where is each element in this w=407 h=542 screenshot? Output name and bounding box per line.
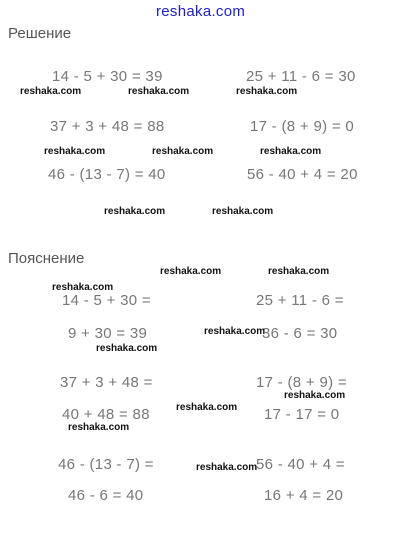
solution-equation: 37 + 3 + 48 = 88 (50, 118, 165, 135)
watermark: reshaka.com (204, 326, 266, 337)
site-header-link[interactable]: reshaka.com (156, 3, 246, 20)
solution-equation: 17 - (8 + 9) = 0 (250, 118, 355, 135)
explanation-step: 46 - (13 - 7) = (58, 456, 154, 473)
explanation-step: 46 - 6 = 40 (68, 487, 144, 504)
watermark: reshaka.com (128, 86, 190, 97)
watermark: reshaka.com (176, 402, 238, 413)
watermark: reshaka.com (20, 86, 82, 97)
watermark: reshaka.com (284, 390, 346, 401)
explanation-heading: Пояснение (8, 250, 85, 267)
explanation-step: 40 + 48 = 88 (62, 406, 150, 423)
explanation-step: 17 - 17 = 0 (264, 406, 340, 423)
explanation-step: 17 - (8 + 9) = (256, 374, 347, 391)
solution-heading: Решение (8, 25, 72, 42)
watermark: reshaka.com (152, 146, 214, 157)
explanation-step: 25 + 11 - 6 = (256, 292, 344, 309)
watermark: reshaka.com (196, 462, 258, 473)
watermark: reshaka.com (44, 146, 106, 157)
explanation-step: 14 - 5 + 30 = (62, 292, 151, 309)
watermark: reshaka.com (52, 282, 114, 293)
solution-equation: 25 + 11 - 6 = 30 (246, 68, 356, 85)
explanation-step: 16 + 4 = 20 (264, 487, 344, 504)
watermark: reshaka.com (268, 266, 330, 277)
explanation-step: 36 - 6 = 30 (262, 325, 338, 342)
watermark: reshaka.com (96, 343, 158, 354)
explanation-step: 9 + 30 = 39 (68, 325, 148, 342)
explanation-step: 37 + 3 + 48 = (60, 374, 153, 391)
watermark: reshaka.com (68, 422, 130, 433)
solution-equation: 56 - 40 + 4 = 20 (247, 166, 358, 183)
watermark: reshaka.com (160, 266, 222, 277)
watermark: reshaka.com (212, 206, 274, 217)
solution-equation: 14 - 5 + 30 = 39 (52, 68, 163, 85)
explanation-step: 56 - 40 + 4 = (256, 456, 345, 473)
watermark: reshaka.com (104, 206, 166, 217)
solution-equation: 46 - (13 - 7) = 40 (48, 166, 166, 183)
watermark: reshaka.com (260, 146, 322, 157)
watermark: reshaka.com (236, 86, 298, 97)
